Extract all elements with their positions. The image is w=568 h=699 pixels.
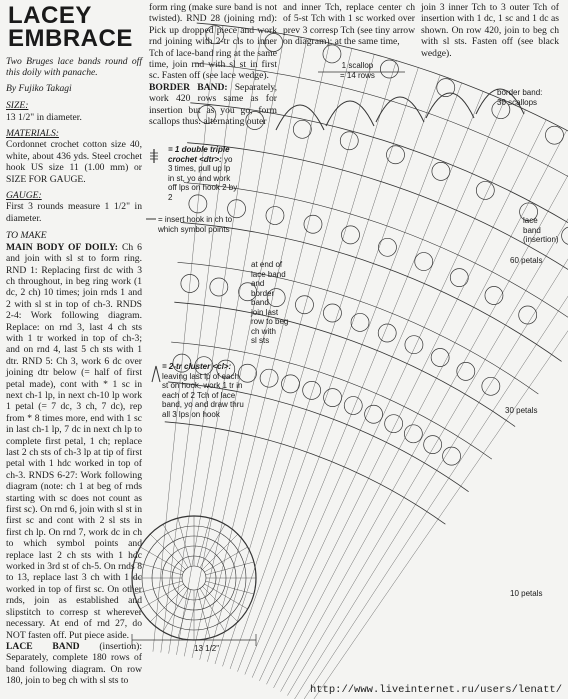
border-band-label: BORDER BAND: — [149, 81, 228, 93]
lace-band-text: (insertion): Separately, complete 180 rows of band following diagram. On row 180, join to beg ch with sl sts to — [6, 640, 142, 687]
materials-heading: MATERIALS: — [6, 128, 59, 140]
petals-30-label: 30 petals — [505, 406, 538, 415]
end-note: at end of lace band and border band join last row to beg ch with sl sts — [251, 260, 289, 345]
scallop-label: 1 scallop = 14 rows — [340, 61, 375, 80]
column-4-text: join 3 inner Tch to 3 outer Tch of insertion with 1 dc, 1 sc and 1 dc as shown. On row 420, join to beg ch with sl sts. Fasten off (see black wedge). — [421, 2, 559, 59]
footer-bar — [0, 681, 568, 699]
col2-text: form ring (make sure band is not twisted). RND 28 (joining rnd): Pick up dropped piece and work rnd joining with 2-tr cls to inner Tch of lace-band ring at the same time, join rnd with sl st in first sc. Fasten off (see lace wedge). — [149, 2, 277, 82]
size-text: 13 1/2" in diameter. — [6, 111, 82, 123]
legend-cluster — [162, 362, 246, 419]
to-make-heading: TO MAKE — [6, 230, 47, 242]
main-body-label: MAIN BODY OF DOILY: — [6, 241, 118, 253]
petals-10-label: 10 petals — [510, 589, 543, 598]
materials-text: Cordonnet crochet cotton size 40, white, about 436 yds. Steel crochet hook US size 11 (1.00 mm) or SIZE FOR GAUGE. — [6, 139, 142, 185]
lace-band-label: LACE BAND — [6, 640, 80, 652]
main-body-text: Ch 6 and join with sl st to form ring. RND 1: Replacing first dc with 3 ch throughout, in beg ring work (1 dc, 2 ch) 10 times; join rnds 1 and 2 with sl st in top of ch-3. RNDS 2-4: Work following diagram. Replace: on rnd 3, last 4 ch sts with 1 tr worked in top of ch-3; and on rnd 4, last 5 ch sts with 1 dtr. RND 5: Ch 3, work 6 dc over joining dtr below (= half of first petal made), cont with * 1 sc in next ch-1 lp, in next ch-10 lp work 1 petal (= 7 dc, 3 ch, 7 dc), rep from * 8 times more, end with 1 sc in last ch-1 lp, 7 dc in next ch lp to complete first petal, 1 ch; replace last 2 ch sts of ch-3 lp at tip of first petal with 1 hdc worked in top of ch-3. RNDS 6-27: Work following diagram (note: ch 1 at beg of rnds starting with sc does not count as first sc). On rnd 6, join with sl st in first sc and cont with 2 sl sts in first ch lp. On rnd 7, work dc in ch to which symbol points and replace last 2 ch sts with 1 hdc worked in 3rd st of ch-5. On rnds 8 to 13, replace last 3 ch with 1 dc worked in top of first sc. On other rnds, join as established and slipstitch to corresp st wherever necessary. At end of rnd 27, do NOT fasten off. Put piece aside. — [6, 241, 142, 641]
border-band-text: Separately, work 420 rows same as for insertion but as you go, form scallops thus: alternating outer — [149, 81, 277, 128]
legend-insert: = insert hook in ch to which symbol points — [158, 215, 233, 234]
legend-dtr — [168, 145, 238, 202]
page-title: LACEY EMBRACE — [8, 2, 133, 52]
gauge-text: First 3 rounds measure 1 1/2" in diameter. — [6, 201, 142, 224]
size-heading: SIZE: — [6, 100, 29, 112]
column-3-text: and inner Tch, replace center ch of 5-st Tch with 1 sc worked over prev 3 corresp Tch (see tiny arrow on diagram); at the same time, — [283, 2, 415, 48]
legend-cluster-text: leaving last lp of each st on hook, work 1 tr in each of 2 Tch of lace band, yo and draw thru all 3 lps on hook — [162, 371, 244, 419]
border-band-label-diagram: border band: 30 scallops — [497, 88, 543, 107]
gauge-heading: GAUGE: — [6, 190, 42, 202]
dimension-label: 13 1/2" — [194, 644, 220, 653]
legend-dtr-text: yo 3 times, pull up lp in st, yo and work off lps on hook 2 by 2 — [168, 154, 238, 202]
petals-60-label: 60 petals — [510, 256, 543, 265]
source-url: http://www.liveinternet.ru/users/lenatt/ — [309, 684, 562, 696]
legend-dtr-title: = 1 double triple crochet <dtr>: — [168, 145, 230, 164]
legend-cluster-title: = 2-tr cluster <cl>: — [162, 362, 232, 371]
lace-band-label-diagram: lace band (insertion) — [523, 216, 559, 244]
intro-text: Two Bruges lace bands round off this doily with panache. — [6, 56, 142, 79]
byline: By Fujiko Takagi — [6, 82, 72, 94]
